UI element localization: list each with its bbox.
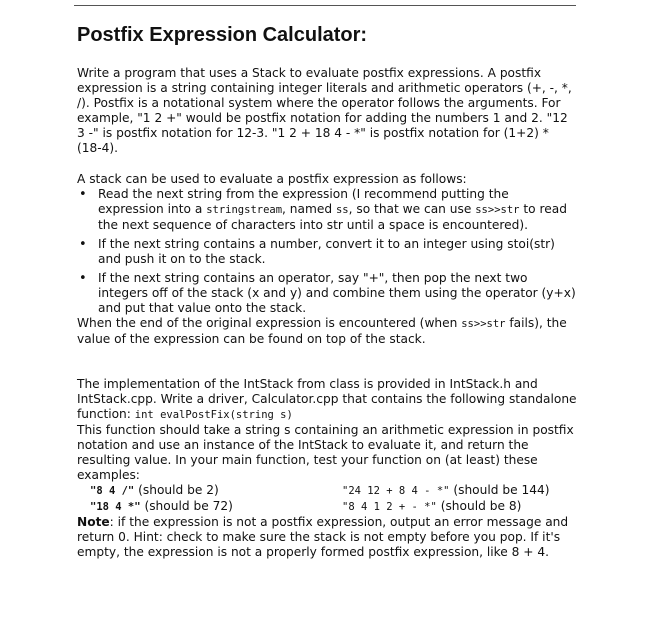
function-signature: int evalPostFix(string s) xyxy=(134,409,293,421)
step-number: • If the next string contains a number, convert it to an integer using stoi(str) and push it on to the stack. xyxy=(98,237,577,267)
code-ss: ss xyxy=(335,204,349,216)
end-paragraph: When the end of the original expression is encountered (when ss>>str fails), the value of the expression can be found on top of the stack. xyxy=(77,316,567,346)
examples-grid xyxy=(77,483,577,515)
stack-intro: A stack can be used to evaluate a postfix expression as follows: xyxy=(77,172,467,186)
algorithm-steps xyxy=(77,187,577,316)
function-paragraph: This function should take a string s containing an arithmetic expression in postfix notation and use an instance of the IntStack to evaluate it, and return the resulting value. In your main function, test your function on (at least) these examples: xyxy=(77,423,574,482)
code-ss-read-end: ss>>str xyxy=(461,318,506,330)
example-item: "8 4 /" (should be 2) xyxy=(90,483,219,497)
step-operator: • If the next string contains an operator, say "+", then pop the next two integers off of the stack (x and y) and combine them using the operator (y+x) and put that value onto the stack. xyxy=(98,271,577,316)
note-paragraph: Note: if the expression is not a postfix expression, output an error message and return 0. Hint: check to make sure the stack is not empty before you pop. If it's empty, the expression is not a properly formed postfix expression, like 8 + 4. xyxy=(77,515,569,559)
note-label: Note xyxy=(77,515,110,529)
example-item: "8 4 1 2 + - *" (should be 8) xyxy=(342,499,522,513)
document-page xyxy=(77,23,577,560)
example-item: "18 4 *" (should be 72) xyxy=(90,499,233,513)
step-read: • Read the next string from the expression (I recommend putting the expression into a stringstream, named ss, so that we can use ss>>str to read the next sequence of characters into str until a space is encountered). xyxy=(98,187,577,233)
example-item: "24 12 + 8 4 - *" (should be 144) xyxy=(342,483,550,497)
document-title: Postfix Expression Calculator: xyxy=(77,24,368,46)
code-ss-read: ss>>str xyxy=(475,204,520,216)
top-rule xyxy=(74,5,576,6)
code-stringstream: stringstream xyxy=(206,204,283,216)
implementation-paragraph: The implementation of the IntStack from class is provided in IntStack.h and IntStack.cpp. Write a driver, Calculator.cpp that contains the following standalone function: int evalPostFix(string s) xyxy=(77,377,577,421)
intro-paragraph: Write a program that uses a Stack to evaluate postfix expressions. A postfix expression is a string containing integer literals and arithmetic operators (+, -, *, /). Postfix is a notational system where the operator follows the arguments. For example, "1 2 +" would be postfix notation for adding the numbers 1 and 2. "12 3 -" is postfix notation for 12-3. "1 2 + 18 4 - *" is postfix notation for (1+2) * (18-4). xyxy=(77,66,572,155)
